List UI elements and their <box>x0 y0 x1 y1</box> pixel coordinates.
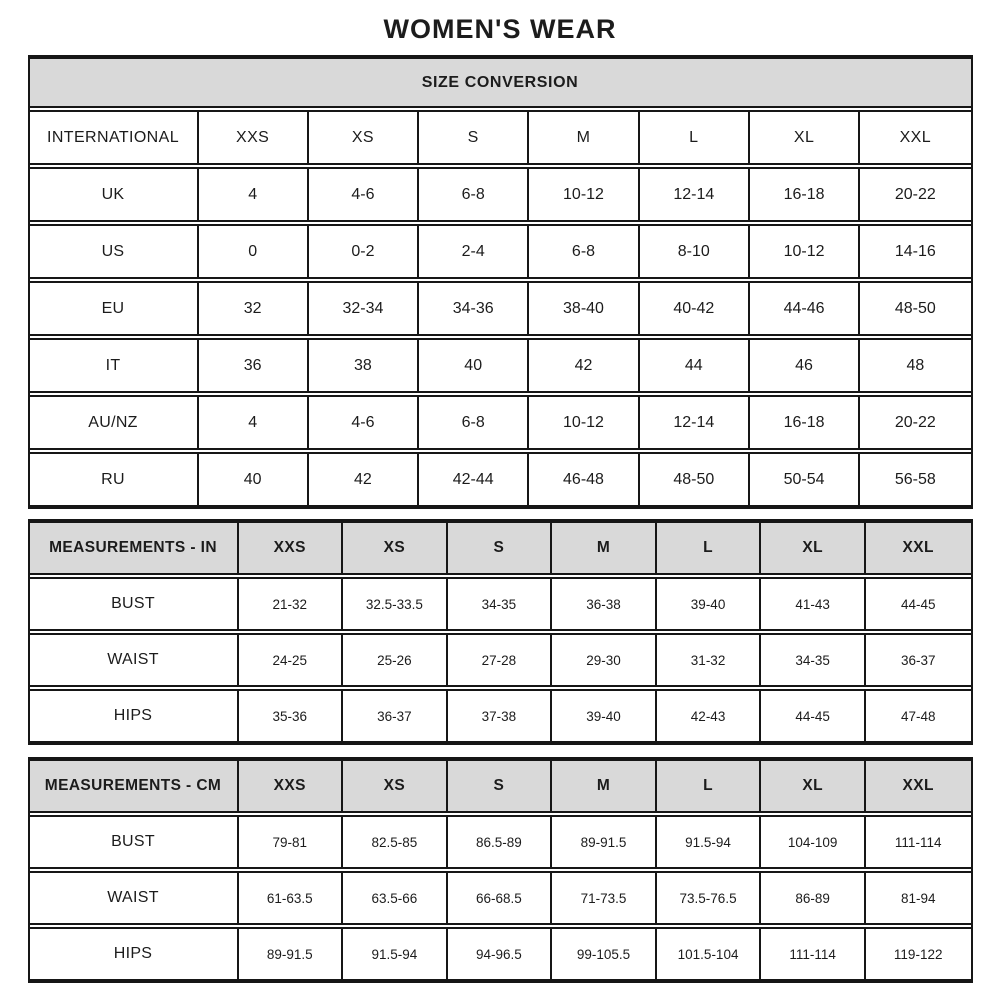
value-cell: 21-32 <box>239 579 344 629</box>
value-cell: 32.5-33.5 <box>343 579 448 629</box>
value-cell: 86-89 <box>761 873 866 923</box>
header-size-cell: L <box>640 112 750 163</box>
header-size-cell: XXS <box>239 523 344 573</box>
value-cell: 29-30 <box>552 635 657 685</box>
header-size-cell: XXL <box>899 128 932 146</box>
row-label-cell: HIPS <box>30 929 239 979</box>
header-size-cell: S <box>419 112 529 163</box>
table-row <box>30 689 971 743</box>
value-cell: 4-6 <box>309 397 419 448</box>
table-row <box>30 167 971 222</box>
table-row <box>30 633 971 687</box>
header-size-cell: XXS <box>199 112 309 163</box>
value-cell: 63.5-66 <box>343 873 448 923</box>
value-cell: 36 <box>199 340 309 391</box>
table-row <box>30 224 971 279</box>
tables-sheet <box>28 55 973 983</box>
row-label-cell: RU <box>30 454 199 505</box>
row-label-cell: BUST <box>30 579 239 629</box>
value-cell: 10-12 <box>529 169 639 220</box>
value-cell: 42-44 <box>419 454 529 505</box>
value-cell: 14-16 <box>894 242 936 260</box>
header-size-cell: XXL <box>902 777 934 794</box>
row-label-cell: EU <box>30 283 199 334</box>
value-cell: 12-14 <box>640 169 750 220</box>
header-size-cell: L <box>657 523 762 573</box>
value-cell: 44-45 <box>761 691 866 741</box>
value-cell: 104-109 <box>761 817 866 867</box>
value-cell: 47-48 <box>900 708 936 724</box>
header-size-cell: M <box>529 112 639 163</box>
value-cell: 48-50 <box>640 454 750 505</box>
value-cell: 50-54 <box>750 454 860 505</box>
value-cell: 48-50 <box>894 299 936 317</box>
value-cell: 89-91.5 <box>239 929 344 979</box>
value-cell: 20-22 <box>894 185 936 203</box>
measurements-cm-table <box>28 757 973 983</box>
header-size-cell: XS <box>309 112 419 163</box>
table-row <box>30 927 971 981</box>
value-cell: 99-105.5 <box>552 929 657 979</box>
value-cell: 10-12 <box>529 397 639 448</box>
value-cell: 38 <box>309 340 419 391</box>
header-size-cell: S <box>448 523 553 573</box>
value-cell: 12-14 <box>640 397 750 448</box>
value-cell: 42-43 <box>657 691 762 741</box>
value-cell: 34-35 <box>448 579 553 629</box>
value-cell: 61-63.5 <box>239 873 344 923</box>
value-cell: 6-8 <box>419 397 529 448</box>
value-cell: 44-45 <box>900 596 936 612</box>
value-cell: 44-46 <box>750 283 860 334</box>
value-cell: 40 <box>199 454 309 505</box>
value-cell: 40 <box>419 340 529 391</box>
value-cell: 36-38 <box>552 579 657 629</box>
measurements-in-table <box>28 519 973 745</box>
value-cell: 79-81 <box>239 817 344 867</box>
value-cell: 32-34 <box>309 283 419 334</box>
table-title-row <box>30 57 971 108</box>
value-cell: 0-2 <box>309 226 419 277</box>
value-cell: 42 <box>309 454 419 505</box>
table-row <box>30 815 971 869</box>
value-cell: 91.5-94 <box>657 817 762 867</box>
table-header-row <box>30 110 971 165</box>
value-cell: 32 <box>199 283 309 334</box>
table-header-row <box>30 521 971 575</box>
row-label-cell: WAIST <box>30 635 239 685</box>
value-cell: 16-18 <box>750 169 860 220</box>
table-row <box>30 871 971 925</box>
value-cell: 40-42 <box>640 283 750 334</box>
value-cell: 94-96.5 <box>448 929 553 979</box>
row-label-cell: WAIST <box>30 873 239 923</box>
value-cell: 16-18 <box>750 397 860 448</box>
table-row <box>30 281 971 336</box>
header-size-cell: XXL <box>902 539 934 556</box>
row-label-cell: HIPS <box>30 691 239 741</box>
value-cell: 34-36 <box>419 283 529 334</box>
header-size-cell: XL <box>750 112 860 163</box>
value-cell: 71-73.5 <box>552 873 657 923</box>
value-cell: 42 <box>529 340 639 391</box>
header-size-cell: M <box>552 523 657 573</box>
value-cell: 6-8 <box>529 226 639 277</box>
value-cell: 86.5-89 <box>448 817 553 867</box>
value-cell: 111-114 <box>761 929 866 979</box>
header-corner-cell: MEASUREMENTS - IN <box>30 523 239 573</box>
header-size-cell: XS <box>343 761 448 811</box>
value-cell: 41-43 <box>761 579 866 629</box>
header-size-cell: S <box>448 761 553 811</box>
value-cell: 56-58 <box>894 470 936 488</box>
value-cell: 46 <box>750 340 860 391</box>
table-row <box>30 338 971 393</box>
table-row <box>30 395 971 450</box>
value-cell: 48 <box>906 356 925 374</box>
value-cell: 81-94 <box>900 890 936 906</box>
value-cell: 39-40 <box>657 579 762 629</box>
header-size-cell: M <box>552 761 657 811</box>
value-cell: 2-4 <box>419 226 529 277</box>
header-size-cell: L <box>657 761 762 811</box>
table-row <box>30 452 971 507</box>
table-row <box>30 577 971 631</box>
header-size-cell: XL <box>761 523 866 573</box>
value-cell: 20-22 <box>894 413 936 431</box>
value-cell: 34-35 <box>761 635 866 685</box>
value-cell: 101.5-104 <box>657 929 762 979</box>
value-cell: 31-32 <box>657 635 762 685</box>
value-cell: 24-25 <box>239 635 344 685</box>
value-cell: 39-40 <box>552 691 657 741</box>
value-cell: 111-114 <box>894 834 942 850</box>
value-cell: 10-12 <box>750 226 860 277</box>
value-cell: 66-68.5 <box>448 873 553 923</box>
value-cell: 44 <box>640 340 750 391</box>
table-title: SIZE CONVERSION <box>421 73 579 91</box>
header-size-cell: XS <box>343 523 448 573</box>
value-cell: 27-28 <box>448 635 553 685</box>
value-cell: 82.5-85 <box>343 817 448 867</box>
value-cell: 4-6 <box>309 169 419 220</box>
value-cell: 35-36 <box>239 691 344 741</box>
size-conversion-table <box>28 55 973 509</box>
value-cell: 91.5-94 <box>343 929 448 979</box>
value-cell: 8-10 <box>640 226 750 277</box>
header-corner-cell: MEASUREMENTS - CM <box>30 761 239 811</box>
row-label-cell: UK <box>30 169 199 220</box>
value-cell: 36-37 <box>343 691 448 741</box>
value-cell: 119-122 <box>893 946 943 962</box>
value-cell: 38-40 <box>529 283 639 334</box>
value-cell: 73.5-76.5 <box>657 873 762 923</box>
row-label-cell: BUST <box>30 817 239 867</box>
header-size-cell: XXS <box>239 761 344 811</box>
value-cell: 6-8 <box>419 169 529 220</box>
value-cell: 36-37 <box>900 652 936 668</box>
row-label-cell: IT <box>30 340 199 391</box>
value-cell: 46-48 <box>529 454 639 505</box>
row-label-cell: US <box>30 226 199 277</box>
value-cell: 4 <box>199 169 309 220</box>
page-title: WOMEN'S WEAR <box>383 14 617 44</box>
row-label-cell: AU/NZ <box>30 397 199 448</box>
header-corner-cell: INTERNATIONAL <box>30 112 199 163</box>
table-header-row <box>30 759 971 813</box>
value-cell: 4 <box>199 397 309 448</box>
value-cell: 0 <box>199 226 309 277</box>
header-size-cell: XL <box>761 761 866 811</box>
value-cell: 89-91.5 <box>552 817 657 867</box>
value-cell: 25-26 <box>343 635 448 685</box>
value-cell: 37-38 <box>448 691 553 741</box>
